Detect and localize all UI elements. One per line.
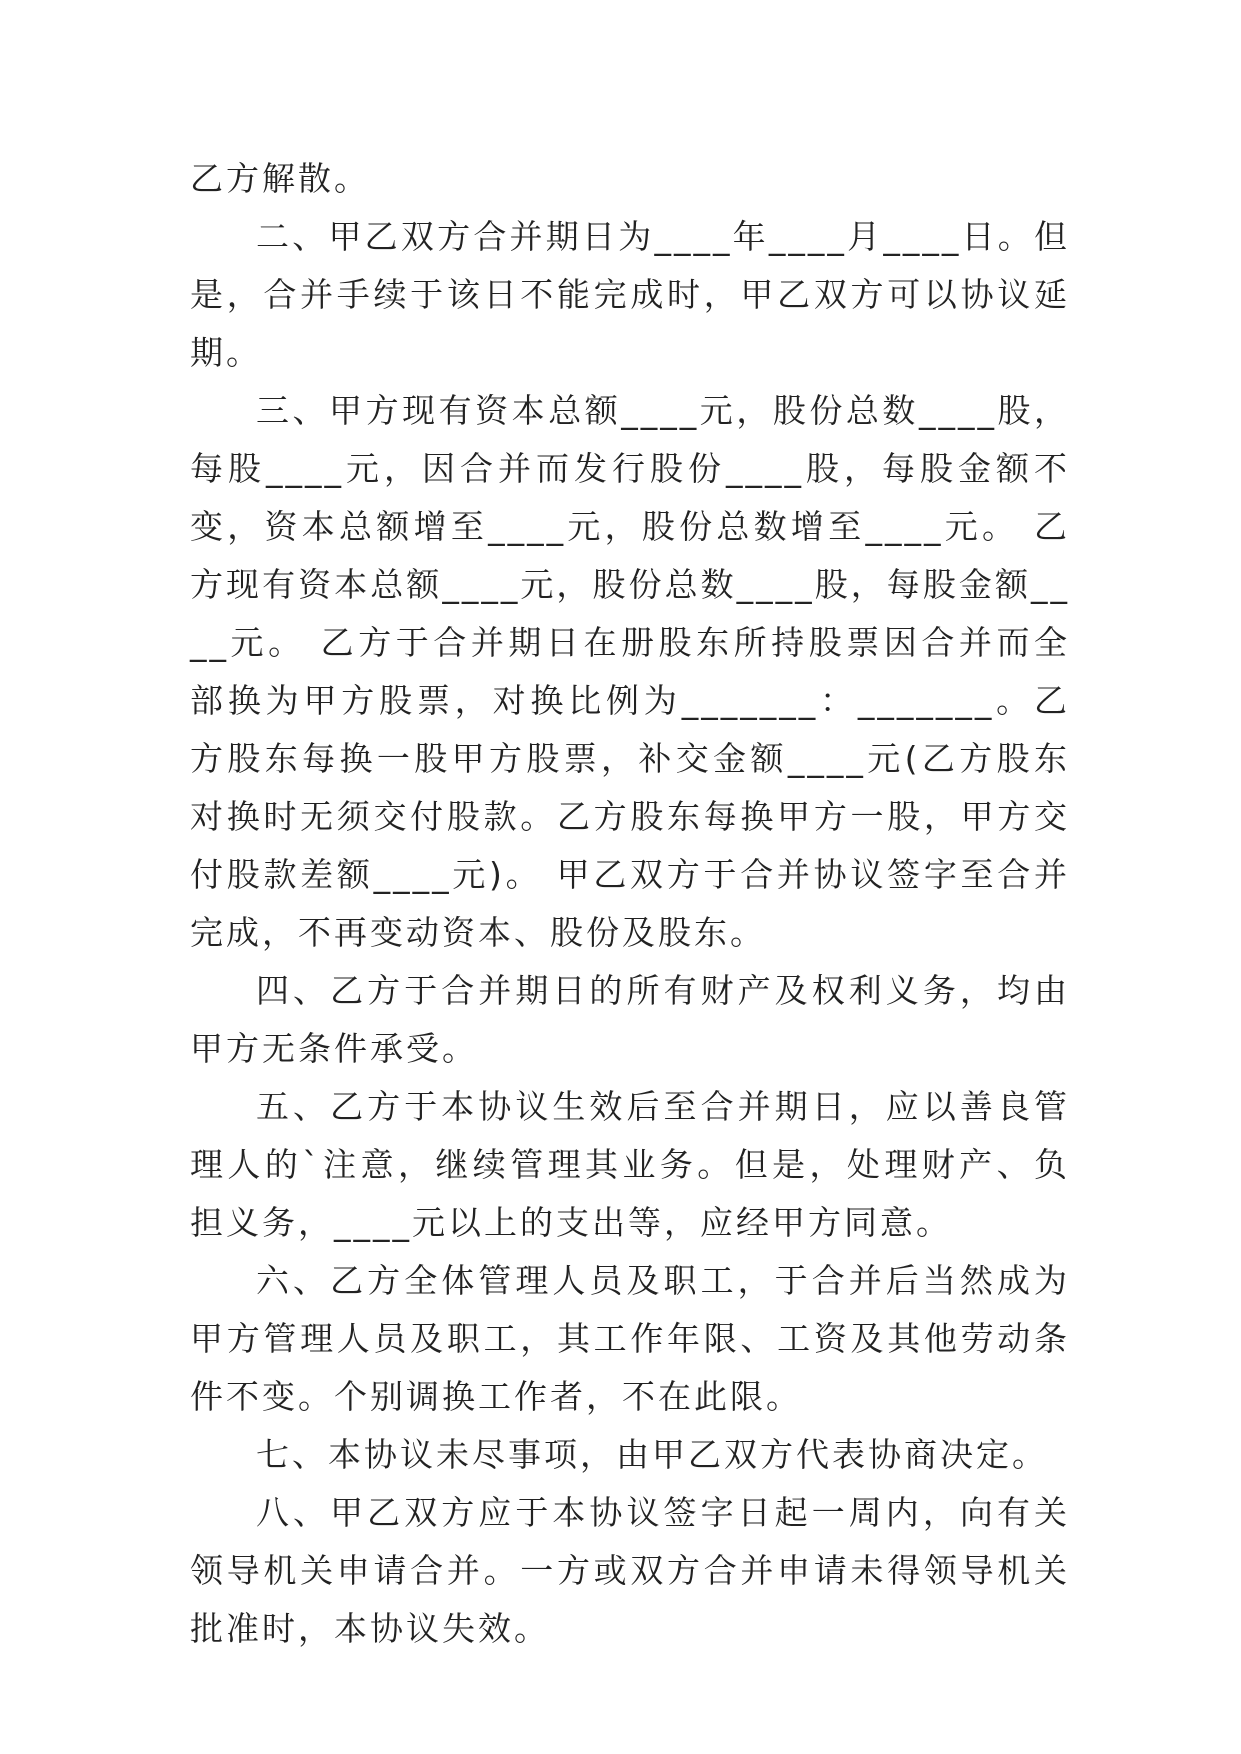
clause-8-application: 八、甲乙双方应于本协议签字日起一周内，向有关领导机关申请合并。一方或双方合并申请未得领导机关批准时，本协议失效。	[190, 1493, 1070, 1648]
clause-3-capital-and-shares: 三、甲方现有资本总额____元，股份总数____股，每股____元，因合并而发行股份____股，每股金额不变，资本总额增至____元，股份总数增至____元。 乙方现有资本总额____元，股份总数____股，每股金额____元。 乙方于合并期日在册股东所持股票因合并而全部换为甲方股票，对换比例为_______：_______。乙方股东每换一股甲方股票，补交金额____元(乙方股东对换时无须交付股款。乙方股东每换甲方一股，甲方交付股款差额____元)。 甲乙双方于合并协议签字至合并完成，不再变动资本、股份及股东。	[190, 391, 1070, 952]
clause-4-property-transfer: 四、乙方于合并期日的所有财产及权利义务，均由甲方无条件承受。	[190, 971, 1070, 1068]
document-body	[190, 150, 1070, 1658]
clause-2-merger-date: 二、甲乙双方合并期日为____年____月____日。但是，合并手续于该日不能完成时，甲乙双方可以协议延期。	[190, 217, 1071, 372]
paragraph-continuation: 乙方解散。	[190, 159, 370, 198]
clause-5-business-management: 五、乙方于本协议生效后至合并期日，应以善良管理人的`注意，继续管理其业务。但是，处理财产、负担义务，____元以上的支出等，应经甲方同意。	[190, 1087, 1070, 1242]
clause-7-unresolved-matters: 七、本协议未尽事项，由甲乙双方代表协商决定。	[256, 1435, 1048, 1474]
clause-6-staff: 六、乙方全体管理人员及职工，于合并后当然成为甲方管理人员及职工，其工作年限、工资及其他劳动条件不变。个别调换工作者，不在此限。	[190, 1261, 1070, 1416]
